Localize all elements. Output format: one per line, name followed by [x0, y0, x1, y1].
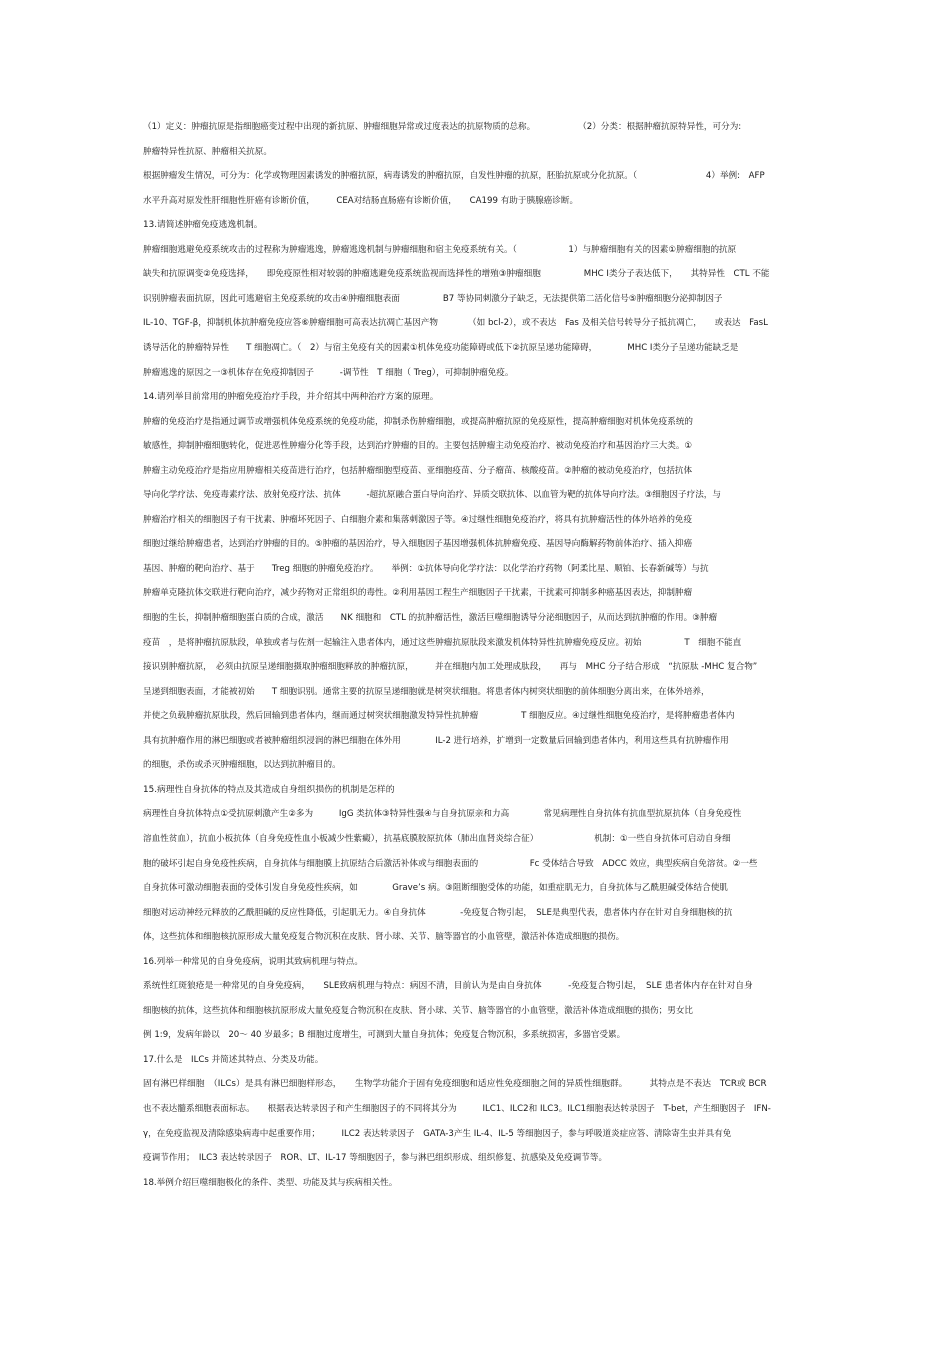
text-line: 敏感性，抑制肿瘤细胞转化，促进恶性肿瘤分化等手段，达到治疗肿瘤的目的。主要包括肿瘤主动免疫治疗、被动免疫治疗和基因治疗三大类。①: [143, 441, 693, 451]
text-line: 肿瘤特异性抗原、肿瘤相关抗原。: [143, 147, 272, 157]
section-heading: 15.病理性自身抗体的特点及其造成自身组织损伤的机制是怎样的: [143, 785, 395, 795]
text-line: 呈递到细胞表面，才能被初始 T 细胞识别。通常主要的抗原呈递细胞就是树突状细胞。将患者体内树突状细胞的前体细胞分离出来，在体外培养，: [143, 687, 710, 697]
text-line: 胞的破坏引起自身免疫性疾病，自身抗体与细胞膜上抗原结合后激活补体或与细胞表面的 Fc 受体结合导致 ADCC 效应，典型疾病自免溶贫。②一些: [143, 859, 758, 869]
text-line: 的细胞，杀伤或杀灭肿瘤细胞，以达到抗肿瘤目的。: [143, 760, 341, 770]
text-line: 基因、肿瘤的靶向治疗、基于 Treg 细胞的肿瘤免疫治疗。 举例：①抗体导向化学疗法：以化学治疗药物（阿柔比星、顺铂、长春新碱等）与抗: [143, 564, 709, 574]
text-line: 18.举例介绍巨噬细胞极化的条件、类型、功能及其与疾病相关性。: [143, 1178, 398, 1188]
text-line: 细胞核的抗体，这些抗体和细胞核抗原形成大量免疫复合物沉积在皮肤、肾小球、关节、脑等器官的小血管壁，激活补体造成细胞的损伤；男女比: [143, 1006, 694, 1016]
text-line: 细胞的生长，抑制肿瘤细胞蛋白质的合成，激活 NK 细胞和 CTL 的抗肿瘤活性，激活巨噬细胞诱导分泌细胞因子，从而达到抗肿瘤的作用。③肿瘤: [143, 613, 718, 623]
text-line: 肿瘤逃逸的原因之一③机体存在免疫抑制因子 -调节性 T 细胞（ Treg），可抑制肿瘤免疫。: [143, 368, 514, 378]
text-line: 溶血性贫血），抗血小板抗体（自身免疫性血小板减少性紫癜），抗基底膜胶原抗体（肺出血肾炎综合征） 机制：①一些自身抗体可启动自身细: [143, 834, 731, 844]
text-line: 疫苗 ，是将肿瘤抗原肽段，单独或者与佐剂一起输注入患者体内，通过这些肿瘤抗原肽段来激发机体特异性抗肿瘤免疫反应。初始 T 细胞不能直: [143, 638, 742, 648]
text-line: γ，在免疫监视及清除感染病毒中起重要作用； ILC2 表达转录因子 GATA-3产生 IL-4、IL-5 等细胞因子，参与呼吸道炎症应答、清除寄生虫并具有免: [143, 1129, 732, 1139]
text-line: 16.列举一种常见的自身免疫病，说明其致病机理与特点。: [143, 957, 363, 967]
text-line: 肿瘤主动免疫治疗是指应用肿瘤相关疫苗进行治疗，包括肿瘤细胞型疫苗、亚细胞疫苗、分子瘤苗、核酸疫苗。②肿瘤的被动免疫治疗，包括抗体: [143, 466, 693, 476]
text-line: 导向化学疗法、免疫毒素疗法、放射免疫疗法、抗体 -超抗原融合蛋白导向治疗、异质交联抗体、以血管为靶的抗体导向疗法。③细胞因子疗法，与: [143, 490, 721, 500]
text-line: 疫调节作用； ILC3 表达转录因子 ROR、LT、IL-17 等细胞因子，参与淋巴组织形成、组织修复、抗感染及免疫调节等。: [143, 1153, 608, 1163]
text-line: 缺失和抗原调变②免疫选择， 即免疫原性相对较弱的肿瘤逃避免疫系统监视而选择性的增殖③肿瘤细胞 MHC Ⅰ类分子表达低下， 其特异性 CTL 不能: [143, 269, 770, 279]
section-heading: 系统性红斑狼疮是一种常见的自身免疫病， SLE致病机理与特点：病因不清，目前认为是由自身抗体 -免疫复合物引起， SLE 患者体内存在针对自身: [143, 981, 753, 991]
text-line: 肿瘤的免疫治疗是指通过调节或增强机体免疫系统的免疫功能，抑制杀伤肿瘤细胞，或提高肿瘤抗原的免疫原性，提高肿瘤细胞对机体免疫系统的: [143, 417, 694, 427]
text-line: 水平升高对原发性肝细胞性肝癌有诊断价值， CEA对结肠直肠癌有诊断价值， CA199 有助于胰腺癌诊断。: [143, 196, 579, 206]
text-line: 具有抗肿瘤作用的淋巴细胞或者被肿瘤组织浸润的淋巴细胞在体外用 IL-2 进行培养，扩增到一定数量后回输到患者体内，利用这些具有抗肿瘤作用: [143, 736, 729, 746]
text-line: 并使之负载肿瘤抗原肽段，然后回输到患者体内，继而通过树突状细胞激发特异性抗肿瘤 T 细胞反应。④过继性细胞免疫治疗，是将肿瘤患者体内: [143, 711, 735, 721]
text-line: 肿瘤单克隆抗体交联进行靶向治疗，减少药物对正常组织的毒性。②利用基因工程生产细胞因子干扰素，干扰素可抑制多种癌基因表达，抑制肿瘤: [143, 588, 693, 598]
text-line: 体，这些抗体和细胞核抗原形成大量免疫复合物沉积在皮肤、肾小球、关节、脑等器官的小血管壁，激活补体造成细胞的损伤。: [143, 932, 625, 942]
section-heading: 固有淋巴样细胞 （ILCs）是具有淋巴细胞样形态， 生物学功能介于固有免疫细胞和适应性免疫细胞之间的异质性细胞群。 其特点是不表达 TCR或 BCR: [143, 1079, 767, 1089]
text-line: 也不表达髓系细胞表面标志。 根据表达转录因子和产生细胞因子的不同将其分为 ILC1、ILC2和 ILC3。ILC1细胞表达转录因子 T-bet，产生细胞因子 IFN-: [143, 1104, 771, 1114]
text-line: 诱导活化的肿瘤特异性 T 细胞凋亡。（ 2）与宿主免疫有关的因素①机体免疫功能障碍或低下②抗原呈递功能障碍， MHC Ⅰ类分子呈递功能缺乏是: [143, 343, 739, 353]
text-line: 根据肿瘤发生情况，可分为：化学或物理因素诱发的肿瘤抗原，病毒诱发的肿瘤抗原，自发性肿瘤的抗原，胚胎抗原或分化抗原。（ 4）举例: AFP: [143, 171, 765, 181]
section-heading: 13.请简述肿瘤免疫逃逸机制。: [143, 220, 263, 230]
text-line: 识别肿瘤表面抗原，因此可逃避宿主免疫系统的攻击④肿瘤细胞表面 B7 等协同刺激分子缺乏，无法提供第二活化信号⑤肿瘤细胞分泌抑制因子: [143, 294, 723, 304]
text-line: 病理性自身抗体特点①受抗原刺激产生②多为 IgG 类抗体③特异性强④与自身抗原亲和力高 常见病理性自身抗体有抗血型抗原抗体（自身免疫性: [143, 809, 742, 819]
text-line: 例 1:9，发病年龄以 20～ 40 岁最多；B 细胞过度增生，可测到大量自身抗体；免疫复合物沉积，多系统损害，多器官受累。: [143, 1030, 626, 1040]
section-heading: 14.请列举目前常用的肿瘤免疫治疗手段，并介绍其中两种治疗方案的原理。: [143, 392, 439, 402]
text-line: 细胞过继给肿瘤患者，达到治疗肿瘤的目的。⑤肿瘤的基因治疗，导入细胞因子基因增强机体抗肿瘤免疫、基因导向酶解药物前体治疗、插入抑癌: [143, 539, 693, 549]
text-line: 17.什么是 ILCs 并简述其特点、分类及功能。: [143, 1055, 324, 1065]
text-line: 自身抗体可激动细胞表面的受体引发自身免疫性疾病，如 Grave’s 病。③阻断细胞受体的功能，如重症肌无力，自身抗体与乙酰胆碱受体结合使肌: [143, 883, 728, 893]
text-line: IL-10、TGF-β，抑制机体抗肿瘤免疫应答⑥肿瘤细胞可高表达抗凋亡基因产物 （如 bcl-2），或不表达 Fas 及相关信号转导分子抵抗凋亡， 或表达 FasL: [143, 318, 768, 328]
text-line: （1）定义：肿瘤抗原是指细胞癌变过程中出现的新抗原、肿瘤细胞异常或过度表达的抗原物质的总称。 （2）分类：根据肿瘤抗原特异性，可分为:: [143, 122, 742, 132]
text-line: 接识别肿瘤抗原， 必须由抗原呈递细胞摄取肿瘤细胞释放的肿瘤抗原， 并在细胞内加工处理成肽段， 再与 MHC 分子结合形成 “抗原肽 -MHC 复合物”: [143, 662, 758, 672]
text-line: 细胞对运动神经元释放的乙酰胆碱的反应性降低，引起肌无力。④自身抗体 -免疫复合物引起， SLE是典型代表，患者体内存在针对自身细胞核的抗: [143, 908, 733, 918]
text-line: 肿瘤细胞逃避免疫系统攻击的过程称为肿瘤逃逸，肿瘤逃逸机制与肿瘤细胞和宿主免疫系统有关。（ 1）与肿瘤细胞有关的因素①肿瘤细胞的抗原: [143, 245, 737, 255]
text-line: 肿瘤治疗相关的细胞因子有干扰素、肿瘤坏死因子、白细胞介素和集落刺激因子等。④过继性细胞免疫治疗，将具有抗肿瘤活性的体外培养的免疫: [143, 515, 693, 525]
